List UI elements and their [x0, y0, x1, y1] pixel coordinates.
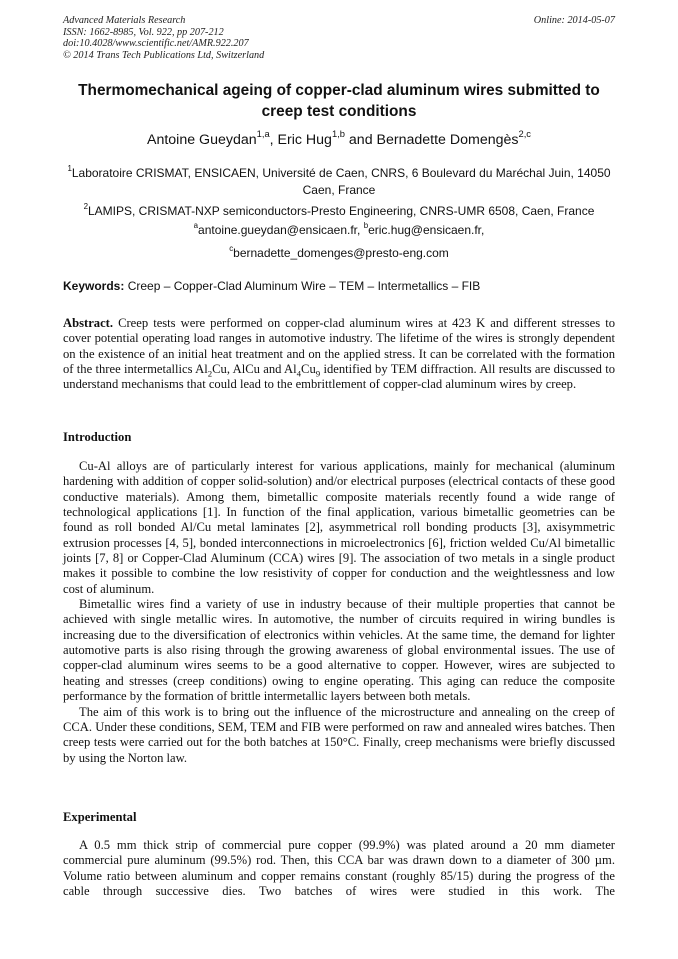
email-address: antoine.gueydan@ensicaen.fr,: [198, 223, 364, 237]
running-header: [63, 15, 615, 61]
abstract-text: Creep tests were performed on copper-clad aluminum wires at 423 K and different stresses to cover potential operating load ranges in automotive industry. The lifetime of the wires is strongly dependent on the existence of an initial heat treatment and on the applied stress. It can be correlated with the formation of the three intermetallics Al: [63, 316, 615, 377]
abstract: [63, 316, 615, 393]
affiliation-1: [60, 165, 618, 198]
keywords: [63, 279, 615, 293]
email-address: bernadette_domenges@presto-eng.com: [233, 246, 449, 260]
body-paragraph: Cu-Al alloys are of particularly interest for various applications, mainly for mechanical (aluminum hardening with addition of copper solid-solution) and/or electrical purposes (electrical contacts of these good conductive materials). Among them, bimetallic composite materials recently found a wide range of technological applications [1]. In function of the final application, various bimetallic geometries can be found as roll bonded Al/Cu metal laminates [2], asymmetrical roll bonding products [3], axisymmetric extrusion processes [4, 5], bonded interconnections in microelectronics [6], friction welded Cu/Al bimetallic joints [7, 8] or Copper-Clad Aluminum (CCA) wires [9]. The association of two metals in a single product makes it possible to combine the low resistivity of copper for conduction and the weightlessness and low cost of aluminum.: [63, 459, 615, 596]
subscript: 2: [207, 368, 213, 379]
affiliation-mark: 1: [67, 164, 72, 174]
affiliation-text: LAMIPS, CRISMAT-NXP semiconductors-Presto Engineering, CNRS-UMR 6508, Caen, France: [87, 204, 595, 218]
email-mark: c: [229, 244, 234, 254]
experimental-heading: Experimental: [63, 810, 137, 824]
abstract-text: Cu, AlCu and Al: [212, 362, 297, 377]
body-paragraph: The aim of this work is to bring out the influence of the microstructure and annealing on the creep of CCA. Under these conditions, SEM, TEM and FIB were performed on raw and annealed wires batches. Then creep tests were carried out for the both batches at 150°C. Finally, creep mechanisms were briefly discussed by using the Norton law.: [63, 704, 615, 765]
paper-title: Thermomechanical ageing of copper-clad aluminum wires submitted to creep test conditions: [78, 82, 600, 120]
author-separator: ,: [269, 132, 278, 148]
email-address: eric.hug@ensicaen.fr,: [368, 223, 485, 237]
copyright-line: © 2014 Trans Tech Publications Ltd, Switzerland: [63, 49, 265, 61]
affiliation-2: [60, 203, 618, 220]
introduction-heading: Introduction: [63, 430, 132, 444]
email-line-1: [60, 222, 618, 239]
abstract-paragraph: [63, 316, 615, 393]
body-paragraph: A 0.5 mm thick strip of commercial pure copper (99.9%) was plated around a 20 mm diameter commercial pure aluminum (99.5%) rod. Then, this CCA bar was drawn down to a diameter of 300 µm. Volume ratio between aluminum and copper remains constant (roughly 85/15) during the progress of the cable through successive dies. Two batches of wires were studied in this work. The: [63, 838, 615, 899]
keywords-label: Keywords:: [63, 279, 125, 293]
email-mark: b: [363, 221, 369, 231]
email-mark: a: [193, 221, 199, 231]
doi-line: doi:10.4028/www.scientific.net/AMR.922.207: [63, 38, 249, 50]
author-separator: and: [344, 132, 377, 148]
author-name: Bernadette Domengès: [376, 132, 519, 148]
introduction-body: [63, 459, 615, 766]
experimental-body: [63, 838, 615, 899]
author-affiliation-mark: 1,b: [331, 129, 345, 140]
abstract-text: identified by TEM diffraction. All results are discussed to understand mechanisms that could lead to the embrittlement of copper-clad aluminum wires by creep.: [63, 362, 616, 392]
author-name: Antoine Gueydan: [146, 132, 257, 148]
abstract-label: Abstract.: [63, 316, 114, 330]
subscript: 4: [296, 368, 302, 379]
online-date: Online: 2014-05-07: [533, 15, 615, 26]
journal-name: Advanced Materials Research: [63, 15, 186, 26]
abstract-text: Cu: [301, 362, 316, 377]
author-affiliation-mark: 2,c: [518, 129, 531, 140]
issn-line: ISSN: 1662-8985, Vol. 922, pp 207-212: [63, 26, 224, 38]
affiliation-text: Laboratoire CRISMAT, ENSICAEN, Université de Caen, CNRS, 6 Boulevard du Maréchal Juin, 14050 Caen, France: [71, 166, 611, 197]
keywords-text: Creep – Copper-Clad Aluminum Wire – TEM – Intermetallics – FIB: [124, 279, 481, 293]
body-paragraph: Bimetallic wires find a variety of use in industry because of their multiple properties that cannot be achieved with single metallic wires. In automotive, the number of circuits required in wiring bundles is increasing due to the diversification of electronics within vehicles. At the same time, the demand for lighter automotive parts is also rising through the growing awareness of global environmental issues. The use of copper-clad aluminum wires seems to be a good alternative to copper. However, wires are subjected to heating and stresses (creep conditions) owing to engine operating. This aging can reduce the composite performance by the formation of brittle intermetallic layers between both metals.: [63, 597, 615, 704]
author-name: Eric Hug: [277, 132, 332, 148]
author-affiliation-mark: 1,a: [256, 129, 270, 140]
affiliation-mark: 2: [83, 202, 88, 212]
email-line-2: [60, 245, 618, 262]
author-list: [60, 131, 618, 149]
subscript: 9: [315, 368, 321, 379]
